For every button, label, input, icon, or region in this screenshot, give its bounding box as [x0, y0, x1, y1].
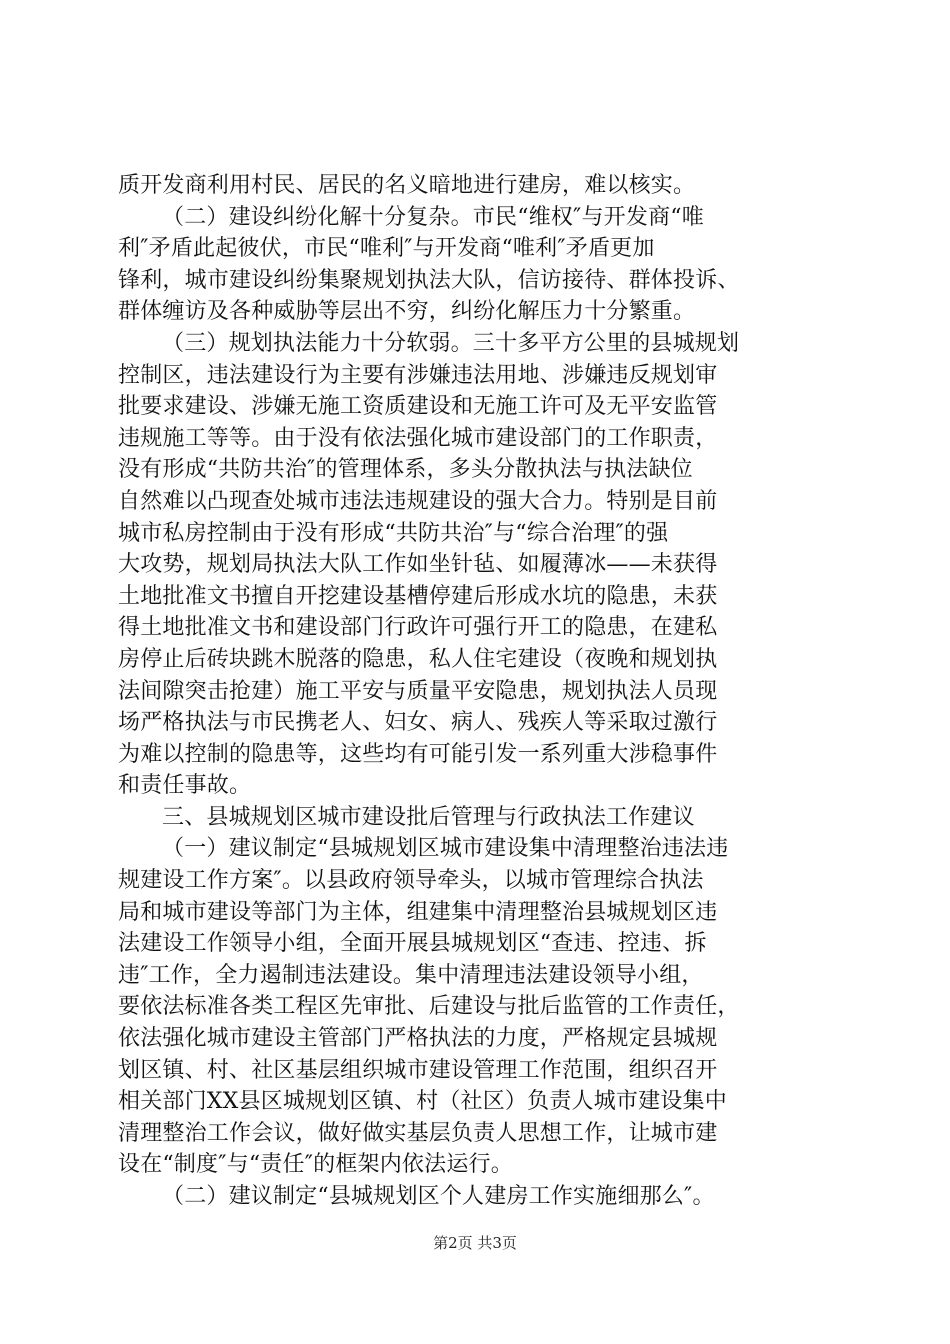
text-line: 得土地批准文书和建设部门行政许可强行开工的隐患，在建私	[118, 615, 718, 641]
text-line: 群体缠访及各种威胁等层出不穷，纠纷化解压力十分繁重。	[118, 299, 696, 325]
text-line: 违规施工等等。由于没有依法强化城市建设部门的工作职责，	[118, 425, 718, 451]
text-line: 锋利，城市建设纠纷集聚规划执法大队，信访接待、群体投诉、	[118, 267, 740, 293]
text-line: 自然难以凸现查处城市违法违规建设的强大合力。特别是目前	[118, 488, 718, 514]
text-line: 违″工作，全力遏制违法建设。集中清理违法建设领导小组，	[118, 962, 704, 988]
text-line: 房停止后砖块跳木脱落的隐患，私人住宅建设（夜晚和规划执	[118, 646, 718, 672]
paragraph-heading-3: （三）规划执法能力十分软弱。三十多平方公里的县城规划	[162, 330, 740, 356]
text-line: 批要求建设、涉嫌无施工资质建设和无施工许可及无平安监管	[118, 394, 718, 420]
paragraph-heading-2: （二）建设纠纷化解十分复杂。市民“维权″与开发商“唯	[162, 204, 704, 230]
text-line: 为难以控制的隐患等，这些均有可能引发一系列重大涉稳事件	[118, 741, 718, 767]
text-line: 法间隙突击抢建）施工平安与质量平安隐患，规划执法人员现	[118, 678, 718, 704]
text-line: 和责任事故。	[118, 773, 252, 799]
text-line: 相关部门XX县区城规划区镇、村（社区）负责人城市建设集中	[118, 1089, 727, 1115]
text-line: 规建设工作方案″。以县政府领导牵头，以城市管理综合执法	[118, 868, 704, 894]
section-heading-3: 三、县城规划区城市建设批后管理与行政执法工作建议	[162, 804, 695, 830]
text-line: 控制区，违法建设行为主要有涉嫌违法用地、涉嫌违反规划审	[118, 362, 718, 388]
text-line: 法建设工作领导小组，全面开展县城规划区“查违、控违、拆	[118, 931, 707, 957]
text-line: 场严格执法与市民携老人、妇女、病人、残疾人等采取过激行	[118, 710, 718, 736]
text-line: 设在“制度″与“责任″的框架内依法运行。	[118, 1152, 513, 1178]
text-line: 划区镇、村、社区基层组织城市建设管理工作范围，组织召开	[118, 1057, 718, 1083]
text-line: 城市私房控制由于没有形成“共防共治″与“综合治理″的强	[118, 520, 669, 546]
text-line: 利″矛盾此起彼伏，市民“唯利″与开发商“唯利″矛盾更加	[118, 236, 655, 262]
text-line: 大攻势，规划局执法大队工作如坐针毡、如履薄冰——未获得	[118, 552, 718, 578]
page-number-footer: 第2页 共3页	[433, 1234, 517, 1252]
paragraph-heading-2b: （二）建议制定“县城规划区个人建房工作实施细那么″。	[162, 1184, 715, 1209]
document-body	[118, 170, 838, 1213]
text-line: 局和城市建设等部门为主体，组建集中清理整治县城规划区违	[118, 899, 718, 925]
text-line: 土地批准文书擅自开挖建设基槽停建后形成水坑的隐患，未获	[118, 583, 718, 609]
text-line: 要依法标准各类工程区先审批、后建设与批后监管的工作责任，	[118, 994, 740, 1020]
text-line: 依法强化城市建设主管部门严格执法的力度，严格规定县城规	[118, 1026, 718, 1052]
text-line: 清理整治工作会议，做好做实基层负责人思想工作，让城市建	[118, 1120, 718, 1146]
text-line: 质开发商利用村民、居民的名义暗地进行建房，难以核实。	[118, 173, 696, 198]
text-line: 没有形成“共防共治″的管理体系，多头分散执法与执法缺位	[118, 457, 693, 483]
paragraph-heading-1: （一）建议制定“县城规划区城市建设集中清理整治违法违	[162, 836, 729, 862]
